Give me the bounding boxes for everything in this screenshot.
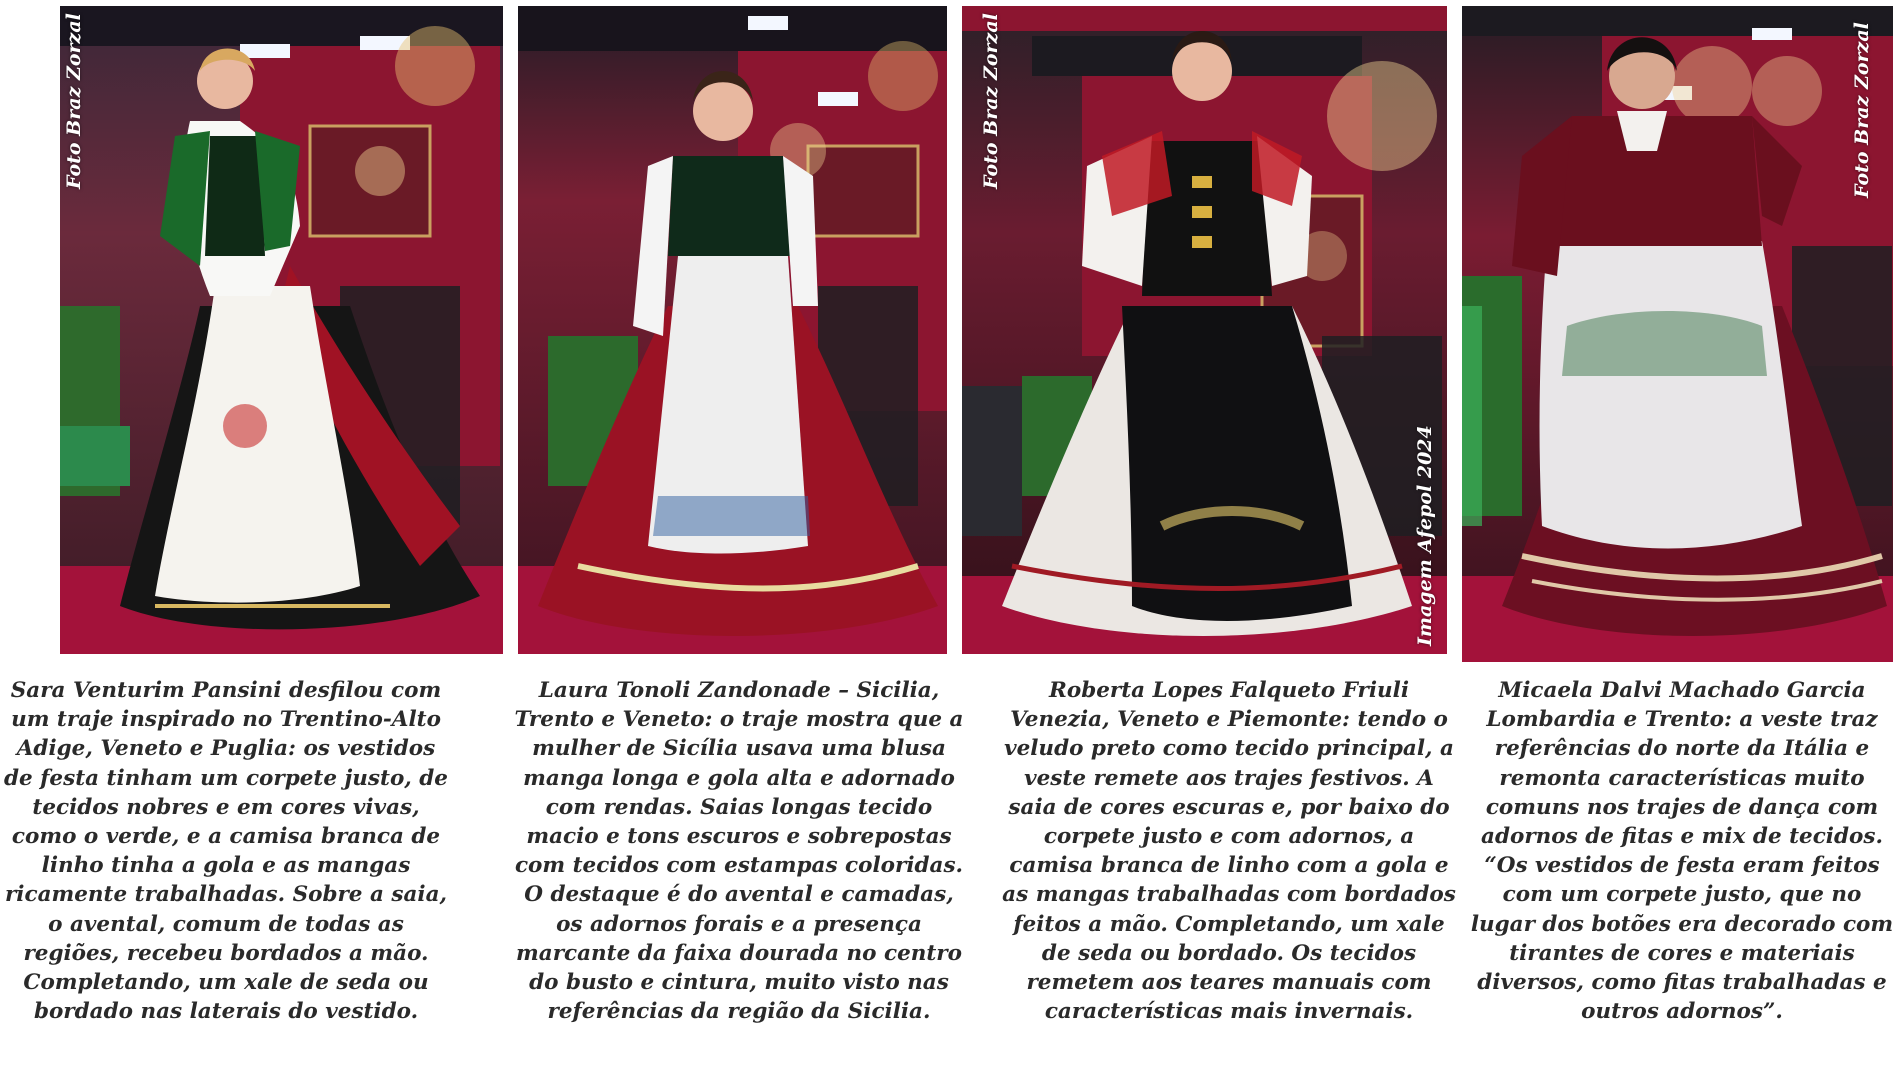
caption-3: Roberta Lopes Falqueto Friuli Venezia, Veneto e Piemonte: tendo o veludo preto como tecido principal, a veste remete aos trajes festivos. A saia de cores escuras e, por baixo do corpete justo e com adornos, a camisa branca de linho com a gola e as mangas trabalhadas com bordados feitos a mão. Completando, um xale de seda ou bordado. Os tecidos remetem aos teares manuais com características mais invernais.: [1002, 678, 1456, 1025]
photo-3-credit-afepol: Imagem Afepol 2024: [1414, 425, 1436, 646]
photo-3-credit: Foto Braz Zorzal: [980, 13, 1002, 189]
photo-3-image: [962, 6, 1447, 654]
photo-1-credit: Foto Braz Zorzal: [63, 13, 85, 189]
photo-3: [962, 6, 1447, 654]
caption-4: Micaela Dalvi Machado Garcia Lombardia e Trento: a veste traz referências do norte da Itália e remonta características muito comuns nos trajes de dança com adornos de fitas e mix de tecidos. “Os vestidos de festa eram feitos com um corpete justo, que no lugar dos botões era decorado com tirantes de cores e materiais diversos, como fitas trabalhadas e outros adornos”.: [1470, 678, 1894, 1025]
photo-4-image: [1462, 6, 1893, 662]
photo-2-image: [518, 6, 947, 654]
photo-2: [518, 6, 947, 654]
photo-1: [60, 6, 503, 654]
photo-4-credit: Foto Braz Zorzal: [1851, 22, 1873, 198]
photo-1-image: [60, 6, 503, 654]
photo-4: [1462, 6, 1893, 662]
caption-2: Laura Tonoli Zandonade – Sicilia, Trento e Veneto: o traje mostra que a mulher de Sicília usava uma blusa manga longa e gola alta e adornado com rendas. Saias longas tecido macio e tons escuros e sobrepostas com tecidos com estampas coloridas. O destaque é do avental e camadas, os adornos forais e a presença marcante da faixa dourada no centro do busto e cintura, muito visto nas referências da região da Sicilia.: [514, 678, 964, 1025]
caption-1: Sara Venturim Pansini desfilou com um traje inspirado no Trentino-Alto Adige, Veneto e Puglia: os vestidos de festa tinham um corpete justo, de tecidos nobres e em cores vivas, como o verde, e a camisa branca de linho tinha a gola e as mangas ricamente trabalhadas. Sobre a saia, o avental, comum de todas as regiões, recebeu bordados a mão. Completando, um xale de seda ou bordado nas laterais do vestido.: [3, 678, 448, 1025]
